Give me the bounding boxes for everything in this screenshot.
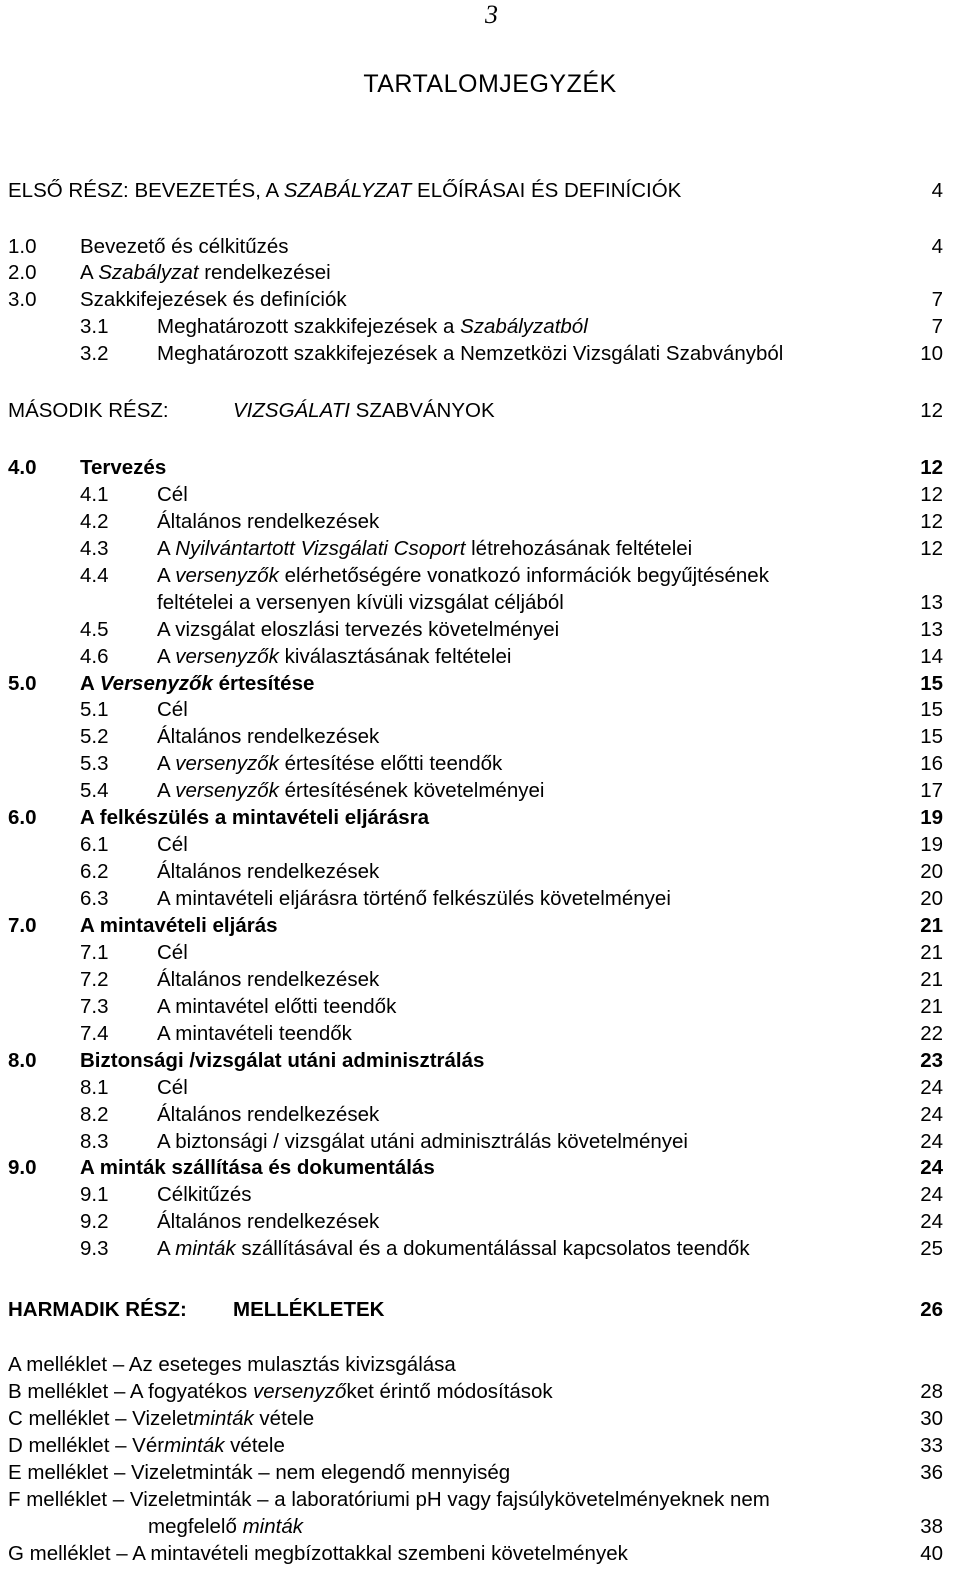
toc-entry xyxy=(0,804,943,831)
entry-number: 9.2 xyxy=(80,1210,109,1233)
entry-title xyxy=(157,885,671,912)
entry-title xyxy=(80,912,278,939)
page-ref: 20 xyxy=(920,860,943,883)
entry-number: 5.4 xyxy=(80,779,109,802)
entry-title-pre: Általános rendelkezések xyxy=(157,1210,380,1233)
entry-title-pre: Biztonsági /vizsgálat utáni adminisztrálás xyxy=(80,1049,485,1072)
page-ref: 14 xyxy=(920,645,943,668)
entry-title-post: értesítése xyxy=(212,672,315,695)
entry-number: 8.3 xyxy=(80,1130,109,1153)
entry-title-pre: Általános rendelkezések xyxy=(157,510,380,533)
entry-title xyxy=(157,1235,750,1262)
part-heading-text xyxy=(233,397,495,424)
toc-entry xyxy=(0,1208,943,1235)
entry-title-pre: A vizsgálat eloszlási tervezés követelményei xyxy=(157,618,560,641)
entry-title-pre: Cél xyxy=(157,698,188,721)
toc-entry xyxy=(0,750,943,777)
entry-title-pre: A xyxy=(157,564,176,587)
entry-title xyxy=(157,858,379,885)
entry-number: 9.3 xyxy=(80,1237,109,1260)
entry-title xyxy=(80,454,166,481)
entry-title xyxy=(157,616,559,643)
toc-entry xyxy=(0,723,943,750)
entry-number: 4.1 xyxy=(80,483,109,506)
entry-number: 3.2 xyxy=(80,342,109,365)
annex-title-pre: G melléklet – A mintavételi megbízottakkal szembeni követelmények xyxy=(8,1542,628,1565)
page-ref: 26 xyxy=(920,1298,943,1321)
toc-entry xyxy=(0,696,943,723)
page-ref: 24 xyxy=(920,1076,943,1099)
entry-title-pre: Szakkifejezések és definíciók xyxy=(80,288,347,311)
entry-title-italic: Nyilvántartott Vizsgálati Csoport xyxy=(175,537,466,560)
toc-entry xyxy=(0,643,943,670)
toc-entry xyxy=(0,939,943,966)
annex-title xyxy=(8,1486,770,1513)
page-ref: 33 xyxy=(920,1434,943,1457)
part-heading xyxy=(0,1296,943,1323)
entry-title xyxy=(157,1208,379,1235)
entry-title xyxy=(80,233,289,260)
page-ref: 38 xyxy=(920,1515,943,1538)
entry-title-pre: Általános rendelkezések xyxy=(157,1103,380,1126)
entry-number: 4.2 xyxy=(80,510,109,533)
entry-title xyxy=(157,939,188,966)
entry-title-italic: minták xyxy=(175,1237,236,1260)
entry-title xyxy=(80,286,347,313)
annex-title-pre: C melléklet – Vizelet xyxy=(8,1407,194,1430)
part-heading-label: MÁSODIK RÉSZ: xyxy=(8,399,169,422)
entry-number: 7.1 xyxy=(80,941,109,964)
entry-title-pre: A biztonsági / vizsgálat utáni adminisztrálás követelményei xyxy=(157,1130,688,1153)
entry-title-italic: Versenyzők xyxy=(99,672,213,695)
entry-title-pre: Cél xyxy=(157,483,188,506)
page-ref: 7 xyxy=(931,288,943,311)
page-ref: 10 xyxy=(920,342,943,365)
toc-entry xyxy=(0,233,943,260)
entry-title xyxy=(157,313,588,340)
toc-entry xyxy=(0,966,943,993)
annex-title-post: vétele xyxy=(224,1434,285,1457)
entry-title-pre: A mintavétel előtti teendők xyxy=(157,995,397,1018)
toc-entry xyxy=(0,340,943,367)
entry-title xyxy=(157,1181,252,1208)
entry-title xyxy=(157,993,396,1020)
entry-title xyxy=(157,1101,379,1128)
annex-entry xyxy=(0,1351,943,1378)
entry-title xyxy=(157,1128,688,1155)
annex-title-italic: minták xyxy=(164,1434,225,1457)
annex-title xyxy=(8,1378,553,1405)
entry-title-pre: A minták szállítása és dokumentálás xyxy=(80,1156,435,1179)
annex-title xyxy=(148,1513,303,1540)
toc-entry xyxy=(0,1074,943,1101)
entry-title xyxy=(157,966,379,993)
page-ref: 15 xyxy=(920,725,943,748)
page-ref: 4 xyxy=(931,179,943,202)
toc-entry xyxy=(0,885,943,912)
entry-number: 5.2 xyxy=(80,725,109,748)
entry-title-pre: A xyxy=(157,645,176,668)
entry-title xyxy=(80,804,429,831)
page-ref: 13 xyxy=(920,591,943,614)
page-ref: 30 xyxy=(920,1407,943,1430)
entry-number: 5.1 xyxy=(80,698,109,721)
page-ref: 12 xyxy=(920,510,943,533)
toc-entry xyxy=(0,1235,943,1262)
entry-number: 3.0 xyxy=(8,288,37,311)
toc-entry xyxy=(0,508,943,535)
entry-title-post: rendelkezései xyxy=(198,261,331,284)
entry-title-pre: Bevezető és célkitűzés xyxy=(80,235,289,258)
part-heading-suffix: SZABVÁNYOK xyxy=(349,399,495,422)
page-ref: 24 xyxy=(920,1156,943,1179)
entry-title xyxy=(80,1047,484,1074)
page-ref: 36 xyxy=(920,1461,943,1484)
entry-number: 4.6 xyxy=(80,645,109,668)
entry-number: 8.1 xyxy=(80,1076,109,1099)
toc-entry xyxy=(0,589,943,616)
page-ref: 12 xyxy=(920,399,943,422)
entry-title xyxy=(157,481,188,508)
page-ref: 15 xyxy=(920,672,943,695)
entry-title-pre: Célkitűzés xyxy=(157,1183,252,1206)
entry-title-italic: versenyzők xyxy=(175,752,279,775)
entry-title-post: értesítése előtti teendők xyxy=(278,752,503,775)
annex-title-pre: E melléklet – Vizeletminták – nem elegendő mennyiség xyxy=(8,1461,511,1484)
page-ref: 15 xyxy=(920,698,943,721)
entry-title xyxy=(157,1020,352,1047)
page-ref: 21 xyxy=(920,914,943,937)
entry-title-pre: Cél xyxy=(157,833,188,856)
entry-title-pre: Cél xyxy=(157,1076,188,1099)
annex-title-italic: versenyző xyxy=(253,1380,347,1403)
annex-entry xyxy=(0,1432,943,1459)
part-heading-prefix: ELSŐ RÉSZ: BEVEZETÉS, A xyxy=(8,179,284,202)
entry-title xyxy=(157,750,502,777)
toc-entry xyxy=(0,562,943,589)
toc-entry xyxy=(0,259,943,286)
entry-number: 4.5 xyxy=(80,618,109,641)
page-ref: 40 xyxy=(920,1542,943,1565)
page-ref: 24 xyxy=(920,1103,943,1126)
part-heading-text xyxy=(8,177,681,204)
toc-entry xyxy=(0,1181,943,1208)
part-heading-text: MELLÉKLETEK xyxy=(233,1298,385,1321)
toc-entry xyxy=(0,481,943,508)
page-ref: 13 xyxy=(920,618,943,641)
entry-title-post: létrehozásának feltételei xyxy=(465,537,693,560)
page-ref: 19 xyxy=(920,806,943,829)
page-ref: 4 xyxy=(931,235,943,258)
annex-title xyxy=(8,1432,285,1459)
toc-entry xyxy=(0,670,943,697)
entry-number: 6.3 xyxy=(80,887,109,910)
entry-title xyxy=(157,723,379,750)
part-heading-italic: VIZSGÁLATI xyxy=(233,399,350,422)
page-ref: 24 xyxy=(920,1130,943,1153)
entry-number: 4.3 xyxy=(80,537,109,560)
annex-title-pre: D melléklet – Vér xyxy=(8,1434,165,1457)
annex-title-pre: B melléklet – A fogyatékos xyxy=(8,1380,253,1403)
part-heading xyxy=(0,397,943,424)
entry-number: 3.1 xyxy=(80,315,109,338)
page-ref: 19 xyxy=(920,833,943,856)
entry-title-italic: Szabályzat xyxy=(98,261,199,284)
entry-title xyxy=(157,589,564,616)
entry-title-pre: A mintavételi eljárásra történő felkészülés követelményei xyxy=(157,887,671,910)
entry-number: 4.0 xyxy=(8,456,37,479)
toc-entry xyxy=(0,912,943,939)
entry-number: 8.2 xyxy=(80,1103,109,1126)
page-ref: 21 xyxy=(920,968,943,991)
page-ref: 7 xyxy=(931,315,943,338)
entry-title xyxy=(157,508,379,535)
toc-entry xyxy=(0,1020,943,1047)
entry-title xyxy=(80,670,314,697)
toc-entry xyxy=(0,993,943,1020)
entry-title-pre: A xyxy=(80,672,100,695)
annex-title xyxy=(8,1540,628,1567)
annex-title xyxy=(8,1459,510,1486)
entry-title xyxy=(157,340,783,367)
toc-entry xyxy=(0,1128,943,1155)
page-number: 3 xyxy=(485,0,498,29)
page-ref: 24 xyxy=(920,1183,943,1206)
entry-title-pre: A xyxy=(157,752,176,775)
page-ref: 12 xyxy=(920,456,943,479)
toc-entry xyxy=(0,454,943,481)
entry-number: 4.4 xyxy=(80,564,109,587)
entry-title-pre: A xyxy=(80,261,99,284)
entry-title-pre: Cél xyxy=(157,941,188,964)
toc-entry xyxy=(0,616,943,643)
entry-title-pre: Általános rendelkezések xyxy=(157,725,380,748)
page-ref: 17 xyxy=(920,779,943,802)
entry-title-pre: Meghatározott szakkifejezések a Nemzetközi Vizsgálati Szabványból xyxy=(157,342,784,365)
entry-title xyxy=(157,535,692,562)
annex-entry xyxy=(0,1459,943,1486)
entry-title-pre: A xyxy=(157,1237,176,1260)
annex-entry xyxy=(0,1486,943,1513)
entry-title xyxy=(157,562,769,589)
page-ref: 12 xyxy=(920,537,943,560)
entry-title-italic: Szabályzatból xyxy=(460,315,588,338)
annex-title-italic: minták xyxy=(193,1407,254,1430)
entry-number: 2.0 xyxy=(8,261,37,284)
annex-entry xyxy=(0,1540,943,1567)
entry-title xyxy=(80,1154,435,1181)
entry-number: 1.0 xyxy=(8,235,37,258)
page-ref: 22 xyxy=(920,1022,943,1045)
entry-number: 5.0 xyxy=(8,672,37,695)
entry-number: 6.2 xyxy=(80,860,109,883)
entry-title-post: elérhetőségére vonatkozó információk begyűjtésének xyxy=(278,564,769,587)
toc-entry xyxy=(0,313,943,340)
entry-title-pre: A xyxy=(157,537,176,560)
annex-entry xyxy=(0,1513,943,1540)
entry-title-pre: feltételei a versenyen kívüli vizsgálat céljából xyxy=(157,591,564,614)
entry-title-italic: versenyzők xyxy=(175,645,279,668)
toc-entry xyxy=(0,831,943,858)
page-ref: 20 xyxy=(920,887,943,910)
entry-number: 7.3 xyxy=(80,995,109,1018)
entry-title-pre: Általános rendelkezések xyxy=(157,968,380,991)
annex-title-pre: A melléklet – Az eseteges mulasztás kivizsgálása xyxy=(8,1353,456,1376)
annex-entry xyxy=(0,1378,943,1405)
entry-number: 6.0 xyxy=(8,806,37,829)
toc-entry xyxy=(0,1047,943,1074)
toc-entry xyxy=(0,1101,943,1128)
entry-title-post: kiválasztásának feltételei xyxy=(278,645,512,668)
entry-number: 8.0 xyxy=(8,1049,37,1072)
annex-title xyxy=(8,1351,456,1378)
entry-number: 7.2 xyxy=(80,968,109,991)
entry-title-pre: Általános rendelkezések xyxy=(157,860,380,883)
toc-entry xyxy=(0,286,943,313)
entry-title-post: értesítésének követelményei xyxy=(278,779,545,802)
annex-entry xyxy=(0,1405,943,1432)
entry-title xyxy=(157,831,188,858)
toc-entry xyxy=(0,1154,943,1181)
entry-number: 9.1 xyxy=(80,1183,109,1206)
annex-title-post: vétele xyxy=(253,1407,315,1430)
entry-title xyxy=(157,1074,188,1101)
entry-number: 9.0 xyxy=(8,1156,37,1179)
toc-entry xyxy=(0,858,943,885)
entry-title-italic: versenyzők xyxy=(175,564,279,587)
entry-title-pre: Tervezés xyxy=(80,456,167,479)
entry-number: 6.1 xyxy=(80,833,109,856)
page-ref: 21 xyxy=(920,995,943,1018)
annex-title-pre: F melléklet – Vizeletminták – a laboratóriumi pH vagy fajsúlykövetelményeknek nem xyxy=(8,1488,770,1511)
page-ref: 24 xyxy=(920,1210,943,1233)
entry-number: 5.3 xyxy=(80,752,109,775)
page-ref: 23 xyxy=(920,1049,943,1072)
toc-entry xyxy=(0,777,943,804)
part-heading xyxy=(0,177,943,204)
entry-title xyxy=(80,259,331,286)
entry-title-pre: A mintavételi teendők xyxy=(157,1022,352,1045)
entry-number: 7.0 xyxy=(8,914,37,937)
page-ref: 21 xyxy=(920,941,943,964)
part-heading-label: HARMADIK RÉSZ: xyxy=(8,1298,187,1321)
annex-title xyxy=(8,1405,314,1432)
annex-title-post: ket érintő módosítások xyxy=(346,1380,553,1403)
entry-title-italic: versenyzők xyxy=(175,779,279,802)
toc-title: TARTALOMJEGYZÉK xyxy=(363,70,617,98)
entry-title xyxy=(157,643,511,670)
entry-title-pre: A xyxy=(157,779,176,802)
part-heading-suffix: ELŐÍRÁSAI ÉS DEFINÍCIÓK xyxy=(411,179,682,202)
entry-title xyxy=(157,696,188,723)
entry-title-pre: Meghatározott szakkifejezések a xyxy=(157,315,461,338)
part-heading-italic: SZABÁLYZAT xyxy=(283,179,412,202)
entry-title-pre: A felkészülés a mintavételi eljárásra xyxy=(80,806,430,829)
entry-title-post: szállításával és a dokumentálással kapcsolatos teendők xyxy=(235,1237,750,1260)
page-ref: 12 xyxy=(920,483,943,506)
entry-title-pre: A mintavételi eljárás xyxy=(80,914,278,937)
annex-title-pre: megfelelő xyxy=(148,1515,243,1538)
entry-number: 7.4 xyxy=(80,1022,109,1045)
toc-entry xyxy=(0,535,943,562)
entry-title xyxy=(157,777,544,804)
page-ref: 16 xyxy=(920,752,943,775)
annex-title-italic: minták xyxy=(242,1515,303,1538)
page-ref: 28 xyxy=(920,1380,943,1403)
page-ref: 25 xyxy=(920,1237,943,1260)
